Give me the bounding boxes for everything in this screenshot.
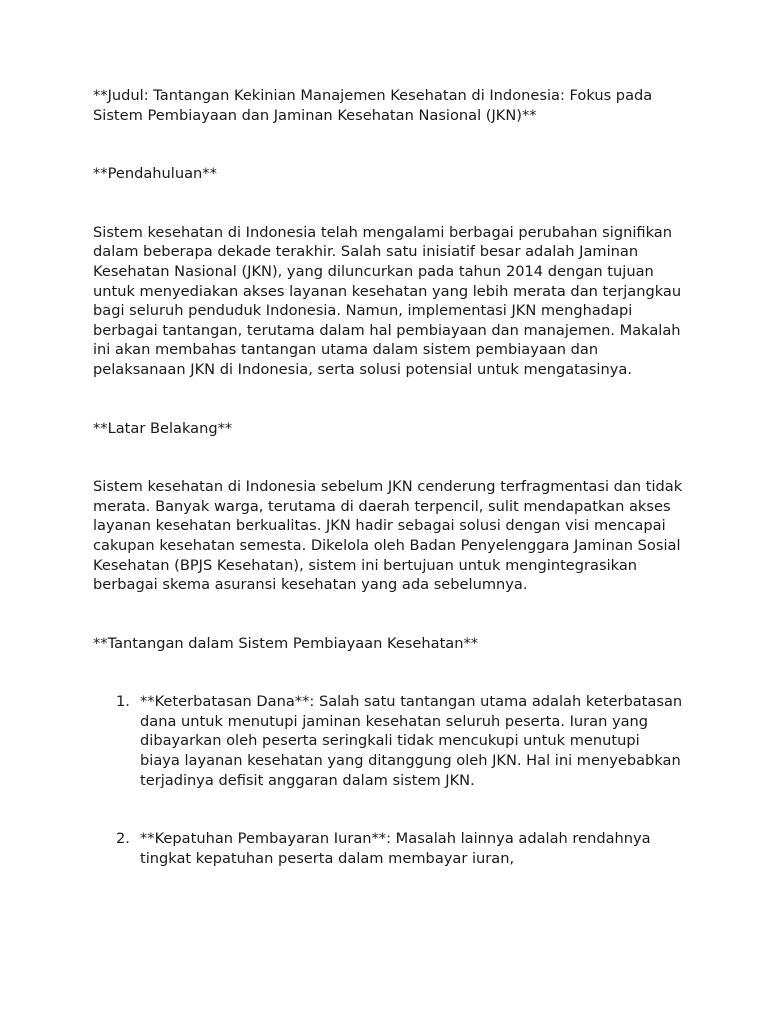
list-item-number: 1. bbox=[116, 693, 130, 711]
list-item bbox=[93, 692, 683, 790]
list-item-number: 2. bbox=[116, 830, 130, 848]
heading-pendahuluan: **Pendahuluan** bbox=[93, 165, 217, 183]
paragraph-pendahuluan: Sistem kesehatan di Indonesia telah mengalami berbagai perubahan signifikan dalam beberapa dekade terakhir. Salah satu inisiatif besar adalah Jaminan Kesehatan Nasional (JKN), yang diluncurkan pada tahun 2014 dengan tujuan untuk menyediakan akses layanan kesehatan yang lebih merata dan terjangkau bagi seluruh penduduk Indonesia. Namun, implementasi JKN menghadapi berbagai tantangan, terutama dalam hal pembiayaan dan manajemen. Makalah ini akan membahas tantangan utama dalam sistem pembiayaan dan pelaksanaan JKN di Indonesia, serta solusi potensial untuk mengatasinya. bbox=[93, 223, 682, 378]
heading-tantangan: **Tantangan dalam Sistem Pembiayaan Kesehatan** bbox=[93, 634, 479, 652]
document-title: **Judul: Tantangan Kekinian Manajemen Kesehatan di Indonesia: Fokus pada Sistem Pembiayaan dan Jaminan Kesehatan Nasional (JKN)** bbox=[93, 87, 653, 124]
tantangan-list bbox=[93, 692, 683, 868]
heading-latar-belakang: **Latar Belakang** bbox=[93, 419, 233, 437]
list-item-text: **Kepatuhan Pembayaran Iuran**: Masalah lainnya adalah rendahnya tingkat kepatuhan peserta dalam membayar iuran, bbox=[140, 830, 651, 867]
list-item bbox=[93, 829, 683, 868]
paragraph-latar-belakang: Sistem kesehatan di Indonesia sebelum JKN cenderung terfragmentasi dan tidak merata. Banyak warga, terutama di daerah terpencil, sulit mendapatkan akses layanan kesehatan berkualitas. JKN hadir sebagai solusi dengan visi mencapai cakupan kesehatan semesta. Dikelola oleh Badan Penyelenggara Jaminan Sosial Kesehatan (BPJS Kesehatan), sistem ini bertujuan untuk mengintegrasikan berbagai skema asuransi kesehatan yang ada sebelumnya. bbox=[93, 478, 683, 594]
document-page bbox=[93, 86, 683, 907]
list-item-text: **Keterbatasan Dana**: Salah satu tantangan utama adalah keterbatasan dana untuk menutupi jaminan kesehatan seluruh peserta. Iuran yang dibayarkan oleh peserta seringkali tidak mencukupi untuk menutupi biaya layanan kesehatan yang ditanggung oleh JKN. Hal ini menyebabkan terjadinya defisit anggaran dalam sistem JKN. bbox=[140, 693, 683, 789]
